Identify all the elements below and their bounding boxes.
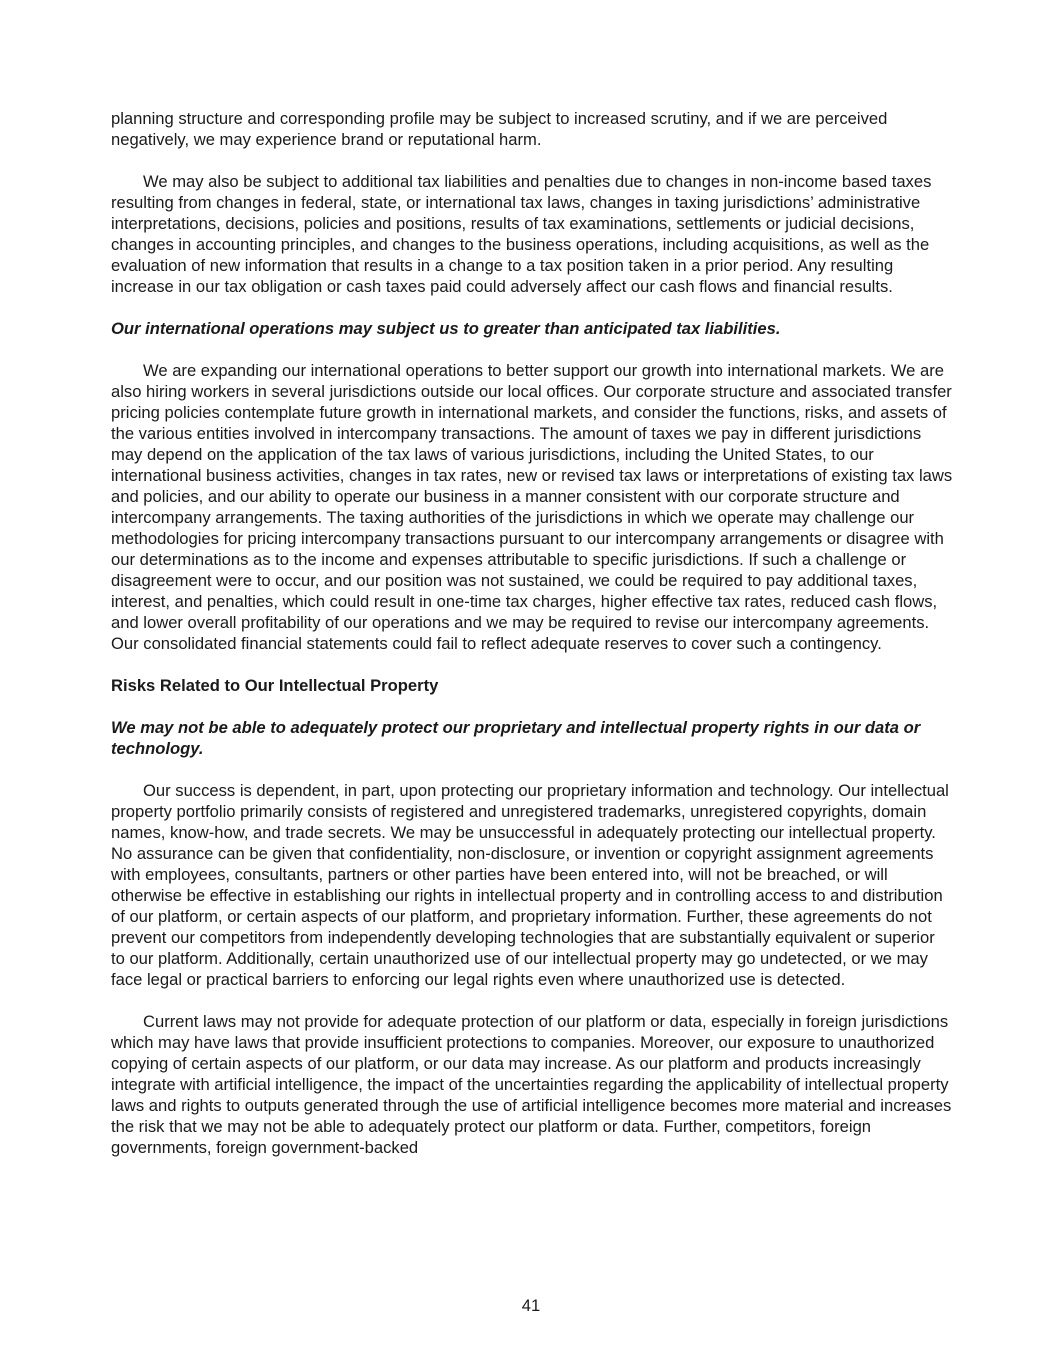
paragraph-protecting-information: Our success is dependent, in part, upon protecting our proprietary information and technology. Our intellectual property portfolio primarily consists of registered and unregistered trademarks, unregistered copyrights, domain names, know-how, and trade secrets. We may be unsuccessful in adequately protecting our intellectual property. No assurance can be given that confidentiality, non-disclosure, or invention or copyright assignment agreements with employees, consultants, partners or other parties have been entered into, will not be breached, or will otherwise be effective in establishing our rights in intellectual property and in controlling access to and distribution of our platform, or certain aspects of our platform, and proprietary information. Further, these agreements do not prevent our competitors from independently developing technologies that are substantially equivalent or superior to our platform. Additionally, certain unauthorized use of our intellectual property may go undetected, or we may face legal or practical barriers to enforcing our legal rights even where unauthorized use is detected. xyxy=(111,781,949,989)
paragraph-international-operations: We are expanding our international operations to better support our growth into international markets. We are also hiring workers in several jurisdictions outside our local offices. Our corporate structure and associated transfer pricing policies contemplate future growth in international markets, and consider the functions, risks, and assets of the various entities involved in intercompany transactions. The amount of taxes we pay in different jurisdictions may depend on the application of the tax laws of various jurisdictions, including the United States, to our international business activities, changes in tax rates, new or revised tax laws or interpretations of existing tax laws and policies, and our ability to operate our business in a manner consistent with our corporate structure and intercompany arrangements. The taxing authorities of the jurisdictions in which we operate may challenge our methodologies for pricing intercompany transactions pursuant to our intercompany arrangements or disagree with our determinations as to the income and expenses attributable to specific jurisdictions. If such a challenge or disagreement were to occur, and our position was not sustained, we could be required to pay additional taxes, interest, and penalties, which could result in one-time tax charges, higher effective tax rates, reduced cash flows, and lower overall profitability of our operations and we may be required to revise our intercompany agreements. Our consolidated financial statements could fail to reflect adequate reserves to cover such a contingency. xyxy=(111,361,953,653)
section-heading-intellectual-property: Risks Related to Our Intellectual Property xyxy=(111,676,439,695)
subheading-protect-proprietary-rights: We may not be able to adequately protect our proprietary and intellectual property rights in our data or technology. xyxy=(111,718,921,758)
subheading-international-operations: Our international operations may subject us to greater than anticipated tax liabilities. xyxy=(111,319,781,338)
paragraph-tax-liabilities: We may also be subject to additional tax liabilities and penalties due to changes in non-income based taxes resulting from changes in federal, state, or international tax laws, changes in taxing jurisdictions’ administrative interpretations, decisions, policies and positions, results of tax examinations, settlements or judicial decisions, changes in accounting principles, and changes to the business operations, including acquisitions, as well as the evaluation of new information that results in a change to a tax position taken in a prior period. Any resulting increase in our tax obligation or cash taxes paid could adversely affect our cash flows and financial results. xyxy=(111,172,932,296)
paragraph-current-laws: Current laws may not provide for adequate protection of our platform or data, especially in foreign jurisdictions which may have laws that provide insufficient protections to companies. Moreover, our exposure to unauthorized copying of certain aspects of our platform, or our data may increase. As our platform and products increasingly integrate with artificial intelligence, the impact of the uncertainties regarding the applicability of intellectual property laws and rights to outputs generated through the use of artificial intelligence becomes more material and increases the risk that we may not be able to adequately protect our platform or data. Further, competitors, foreign governments, foreign government-backed xyxy=(111,1012,952,1157)
page-number: 41 xyxy=(521,1296,541,1315)
document-page xyxy=(111,108,953,1179)
paragraph-continued: planning structure and corresponding profile may be subject to increased scrutiny, and if we are perceived negatively, we may experience brand or reputational harm. xyxy=(111,109,888,149)
